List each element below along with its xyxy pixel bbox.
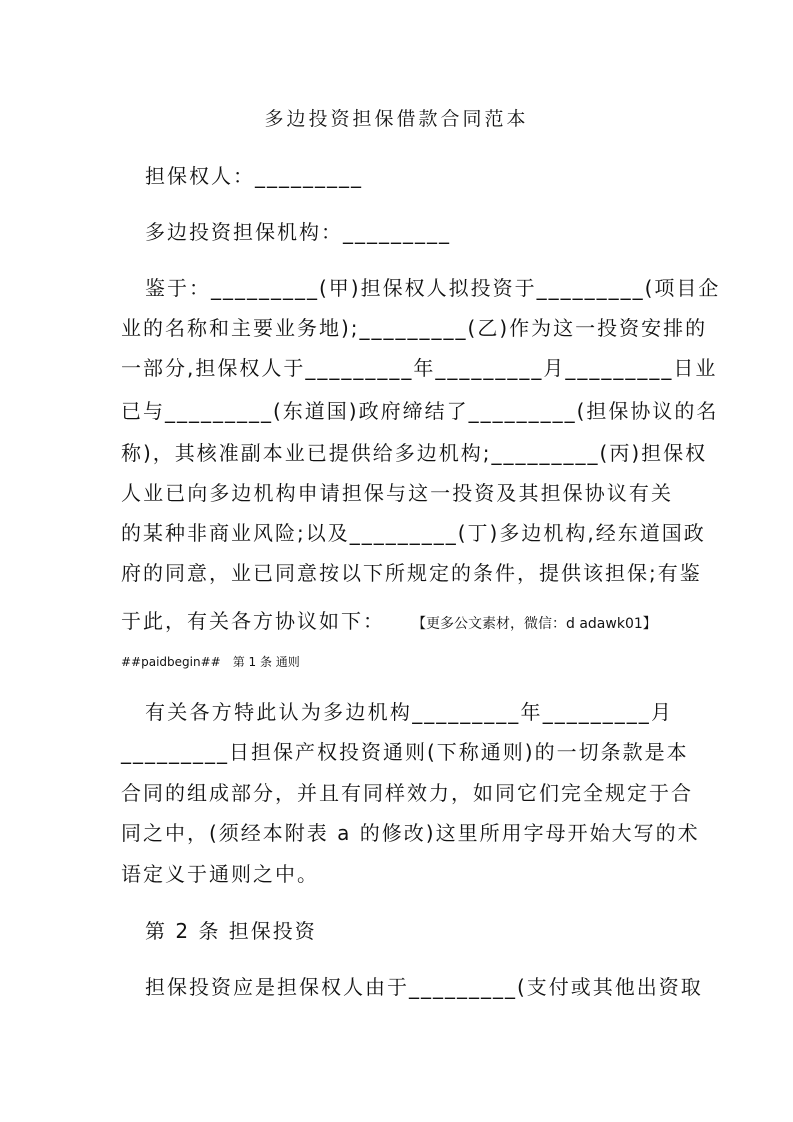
article2-line: 担保投资应是担保权人由于_________(支付或其他出资取 — [145, 975, 703, 999]
recital-line: 人业已向多边机构申请担保与这一投资及其担保协议有关 — [121, 481, 673, 505]
article1-line: 同之中，(须经本附表 a 的修改)这里所用字母开始大写的术 — [121, 821, 700, 845]
article1-last-line: 语定义于通则之中。 — [121, 862, 319, 886]
recital-last-text: 于此，有关各方协议如下： — [121, 609, 385, 633]
recital-line: 已与_________(东道国)政府缔结了_________(担保协议的名 — [121, 399, 719, 423]
article1-line: _________日担保产权投资通则(下称通则)的一切条款是本 — [121, 740, 689, 764]
recital-line: 业的名称和主要业务地);_________(乙)作为这一投资安排的 — [121, 316, 708, 340]
recital-line: 称)，其核准副本业已提供给多边机构;_________(丙)担保权 — [121, 441, 708, 465]
article1-title: 第 1 条 通则 — [232, 655, 300, 669]
agency-line: 多边投资担保机构：_________ — [145, 220, 451, 244]
guarantor-line: 担保权人：_________ — [145, 164, 363, 188]
recital-line: 的某种非商业风险;以及_________(丁)多边机构,经东道国政 — [121, 521, 706, 545]
recital-line: 一部分,担保权人于_________年_________月_________日业 — [121, 356, 718, 380]
article1-line: 有关各方特此认为多边机构_________年_________月 — [145, 700, 673, 724]
recital-last-line — [121, 605, 673, 634]
document-title: 多边投资担保借款合同范本 — [264, 108, 529, 130]
article2-title: 第 2 条 担保投资 — [145, 919, 317, 943]
paid-marker: ##paidbegin## — [121, 655, 221, 669]
recital-line: 鉴于：_________(甲)担保权人拟投资于_________(项目企 — [145, 276, 721, 300]
promo-note: 【更多公文素材，微信：d adawk01】 — [419, 616, 657, 632]
article1-line: 合同的组成部分，并且有同样效力，如同它们完全规定于合 — [121, 781, 693, 805]
article1-marker-line — [121, 653, 300, 670]
recital-line: 府的同意，业已同意按以下所规定的条件，提供该担保;有鉴 — [121, 561, 702, 585]
